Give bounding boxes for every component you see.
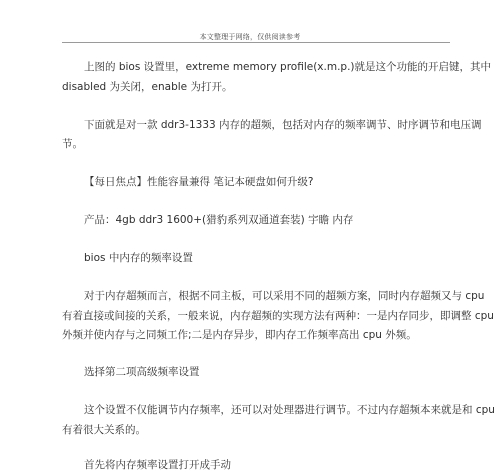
paragraph-line: 上图的 bios 设置里，extreme memory profile(x.m.p.)就是这个功能的开启键，其中 bbox=[84, 61, 492, 73]
paragraph-line: 下面就是对一款 ddr3-1333 内存的超频，包括对内存的频率调节、时序调节和电压调 bbox=[84, 119, 482, 131]
paragraph-line: 首先将内存频率设置打开成手动 bbox=[84, 459, 231, 471]
header-note: 本文整理于网络，仅供阅读参考 bbox=[199, 33, 301, 41]
paragraph-line: 有着直接或间接的关系，一般来说，内存超频的实现方法有两种：一是内存同步，即调整 cpu bbox=[62, 310, 494, 322]
paragraph-line: 这个设置不仅能调节内存频率，还可以对处理器进行调节。不过内存超频本来就是和 cpu bbox=[84, 404, 495, 416]
paragraph-line: disabled 为关闭，enable 为打开。 bbox=[62, 81, 233, 93]
paragraph-line: 【每日焦点】性能容量兼得 笔记本硬盘如何升级? bbox=[84, 176, 314, 188]
paragraph-line: 选择第二项高级频率设置 bbox=[84, 366, 200, 378]
paragraph-line: 对于内存超频而言，根据不同主板，可以采用不同的超频方案，同时内存超频又与 cpu bbox=[84, 290, 485, 302]
paragraph-line: 有着很大关系的。 bbox=[62, 424, 146, 436]
paragraph-line: 产品：4gb ddr3 1600+(猎豹系列双通道套装) 宇瞻 内存 bbox=[84, 214, 354, 226]
paragraph-line: bios 中内存的频率设置 bbox=[84, 252, 193, 264]
paragraph-line: 外频并使内存与之同频工作;二是内存异步，即内存工作频率高出 cpu 外频。 bbox=[62, 329, 417, 341]
paragraph-line: 节。 bbox=[62, 138, 83, 150]
header-divider bbox=[62, 42, 450, 43]
